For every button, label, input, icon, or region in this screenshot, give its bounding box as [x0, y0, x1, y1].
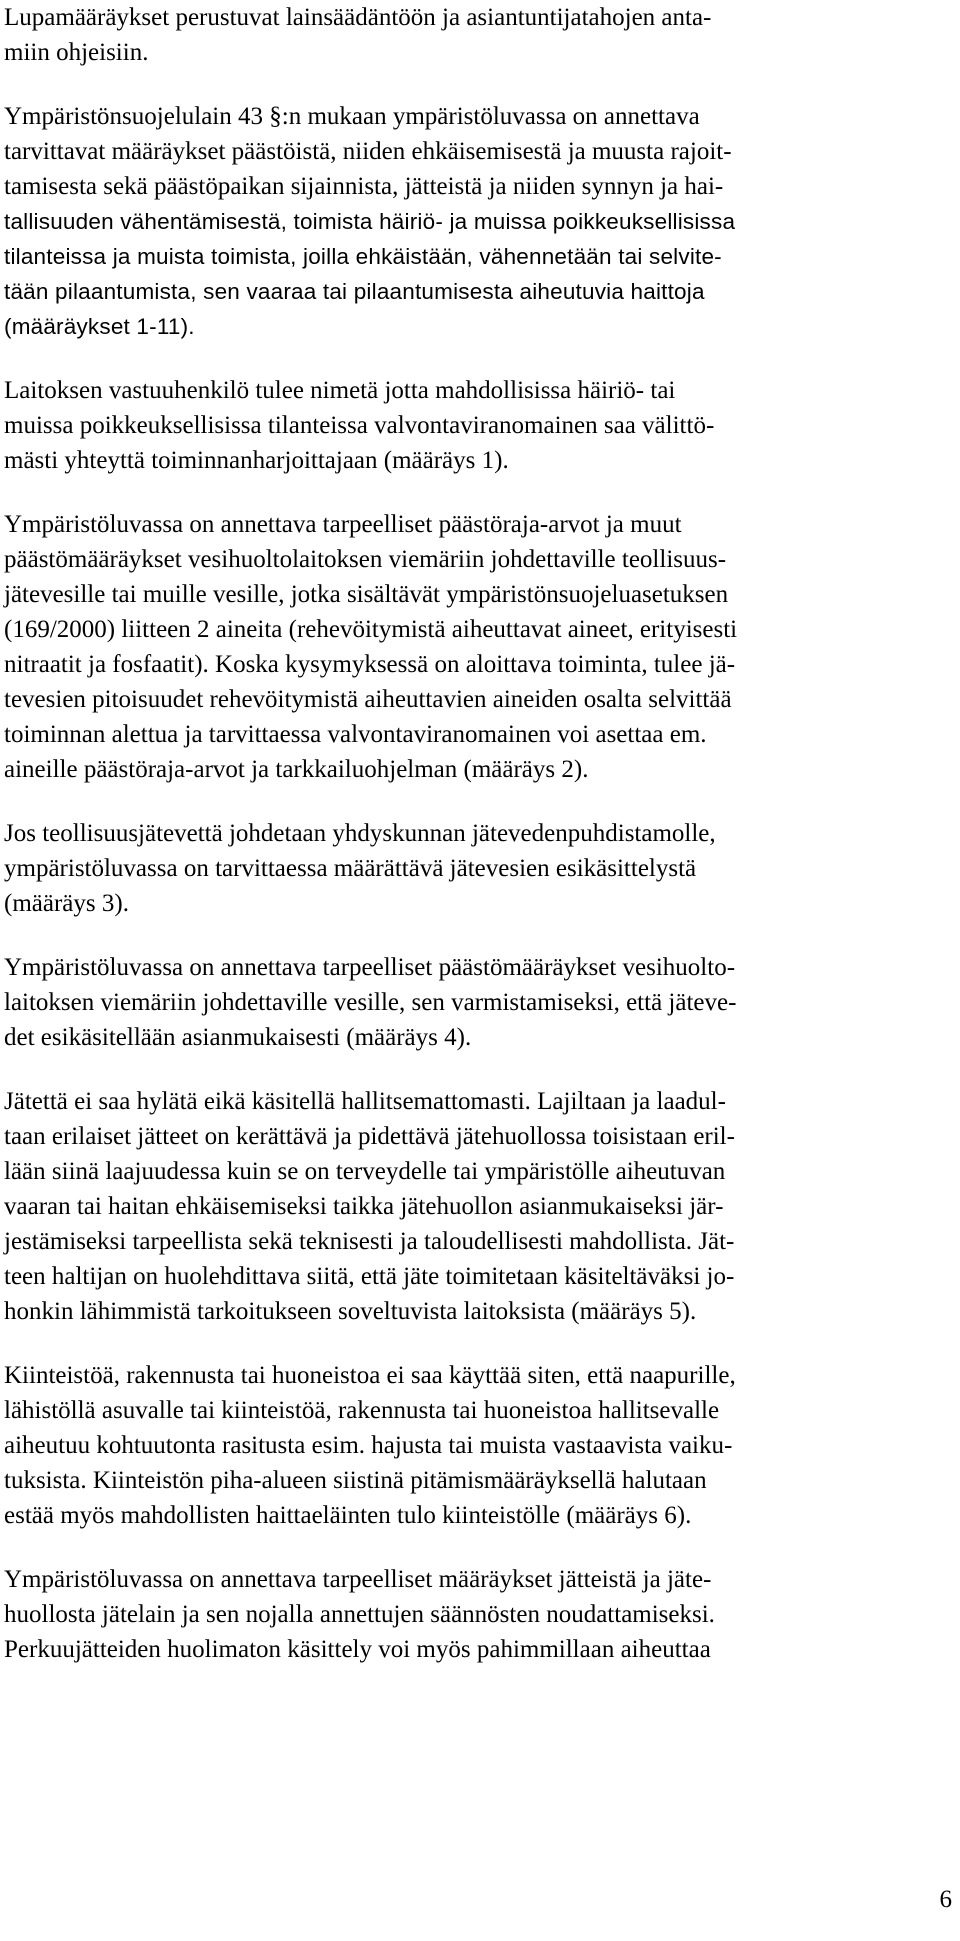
text-line: jestämiseksi tarpeellista sekä teknisesti ja taloudellisesti mahdollista. Jät- — [4, 1228, 735, 1255]
paragraph — [4, 816, 942, 921]
paragraph — [4, 1358, 942, 1533]
paragraph — [4, 1562, 942, 1667]
text-line: tilanteissa ja muista toimista, joilla ehkäistään, vähennetään tai selvite- — [4, 244, 722, 269]
text-line: laitoksen viemäriin johdettaville vesille, sen varmistamiseksi, että jäteve- — [4, 989, 737, 1016]
text-line: Jos teollisuusjätevettä johdetaan yhdyskunnan jätevedenpuhdistamolle, — [4, 820, 716, 847]
text-line: mästi yhteyttä toiminnanharjoittajaan (määräys 1). — [4, 447, 509, 474]
paragraph-gap — [4, 787, 942, 816]
text-line: vaaran tai haitan ehkäisemiseksi taikka jätehuollon asianmukaiseksi jär- — [4, 1193, 724, 1220]
paragraph — [4, 99, 942, 344]
text-line: Ympäristöluvassa on annettava tarpeelliset päästömääräykset vesihuolto- — [4, 954, 736, 981]
text-line: tallisuuden vähentämisestä, toimista häiriö- ja muissa poikkeuksellisissa — [4, 209, 736, 234]
text-line: Perkuujätteiden huolimaton käsittely voi myös pahimmillaan aiheuttaa — [4, 1636, 711, 1663]
text-line: (määräykset 1-11). — [4, 314, 195, 339]
text-line: estää myös mahdollisten haittaeläinten tulo kiinteistölle (määräys 6). — [4, 1502, 692, 1529]
text-line: det esikäsitellään asianmukaisesti (määräys 4). — [4, 1024, 472, 1051]
text-line: tevesien pitoisuudet rehevöitymistä aiheuttavien aineiden osalta selvittää — [4, 686, 732, 713]
text-line: toiminnan alettua ja tarvittaessa valvontaviranomainen voi asettaa em. — [4, 721, 707, 748]
text-line: Ympäristöluvassa on annettava tarpeelliset päästöraja-arvot ja muut — [4, 511, 682, 538]
paragraph — [4, 0, 942, 70]
body-text — [4, 0, 942, 1667]
paragraph — [4, 507, 942, 787]
paragraph-gap — [4, 70, 942, 99]
text-line: tään pilaantumista, sen vaaraa tai pilaantumisesta aiheutuvia haittoja — [4, 279, 705, 304]
paragraph-gap — [4, 1055, 942, 1084]
paragraph-gap — [4, 921, 942, 950]
page-number: 6 — [939, 1886, 952, 1913]
text-line: (169/2000) liitteen 2 aineita (rehevöitymistä aiheuttavat aineet, erityisesti — [4, 616, 738, 643]
text-line: tarvittavat määräykset päästöistä, niiden ehkäisemisestä ja muusta rajoit- — [4, 138, 732, 165]
text-line: Ympäristöluvassa on annettava tarpeelliset määräykset jätteistä ja jäte- — [4, 1566, 712, 1593]
text-line: huollosta jätelain ja sen nojalla annettujen säännösten noudattamiseksi. — [4, 1601, 715, 1628]
text-line: lähistöllä asuvalle tai kiinteistöä, rakennusta tai huoneistoa hallitsevalle — [4, 1397, 720, 1424]
text-line: aiheutuu kohtuutonta rasitusta esim. hajusta tai muista vastaavista vaiku- — [4, 1432, 733, 1459]
text-line: Kiinteistöä, rakennusta tai huoneistoa ei saa käyttää siten, että naapurille, — [4, 1362, 736, 1389]
paragraph — [4, 1084, 942, 1329]
paragraph-gap — [4, 344, 942, 373]
text-line: (määräys 3). — [4, 890, 129, 917]
text-line: päästömääräykset vesihuoltolaitoksen viemäriin johdettaville teollisuus- — [4, 546, 727, 573]
text-line: Jätettä ei saa hylätä eikä käsitellä hallitsemattomasti. Lajiltaan ja laadul- — [4, 1088, 726, 1115]
paragraph-gap — [4, 478, 942, 507]
text-line: lään siinä laajuudessa kuin se on terveydelle tai ympäristölle aiheutuvan — [4, 1158, 726, 1185]
paragraph — [4, 950, 942, 1055]
text-line: nitraatit ja fosfaatit). Koska kysymyksessä on aloittava toiminta, tulee jä- — [4, 651, 736, 678]
text-line: tuksista. Kiinteistön piha-alueen siistinä pitämismääräyksellä halutaan — [4, 1467, 707, 1494]
text-line: miin ohjeisiin. — [4, 39, 149, 66]
text-line: Lupamääräykset perustuvat lainsäädäntöön ja asiantuntijatahojen anta- — [4, 4, 712, 31]
text-line: ympäristöluvassa on tarvittaessa määrättävä jätevesien esikäsittelystä — [4, 855, 697, 882]
text-line: muissa poikkeuksellisissa tilanteissa valvontaviranomainen saa välittö- — [4, 412, 715, 439]
paragraph — [4, 373, 942, 478]
text-line: teen haltijan on huolehdittava siitä, että jäte toimitetaan käsiteltäväksi jo- — [4, 1263, 735, 1290]
paragraph-gap — [4, 1533, 942, 1562]
text-line: honkin lähimmistä tarkoitukseen soveltuvista laitoksista (määräys 5). — [4, 1298, 697, 1325]
text-line: jätevesille tai muille vesille, jotka sisältävät ympäristönsuojeluasetuksen — [4, 581, 729, 608]
paragraph-gap — [4, 1329, 942, 1358]
text-line: aineille päästöraja-arvot ja tarkkailuohjelman (määräys 2). — [4, 756, 589, 783]
text-line: taan erilaiset jätteet on kerättävä ja pidettävä jätehuollossa toisistaan eril- — [4, 1123, 735, 1150]
text-line: tamisesta sekä päästöpaikan sijainnista, jätteistä ja niiden synnyn ja hai- — [4, 173, 724, 200]
text-line: Ympäristönsuojelulain 43 §:n mukaan ympäristöluvassa on annettava — [4, 103, 700, 130]
text-line: Laitoksen vastuuhenkilö tulee nimetä jotta mahdollisissa häiriö- tai — [4, 377, 676, 404]
